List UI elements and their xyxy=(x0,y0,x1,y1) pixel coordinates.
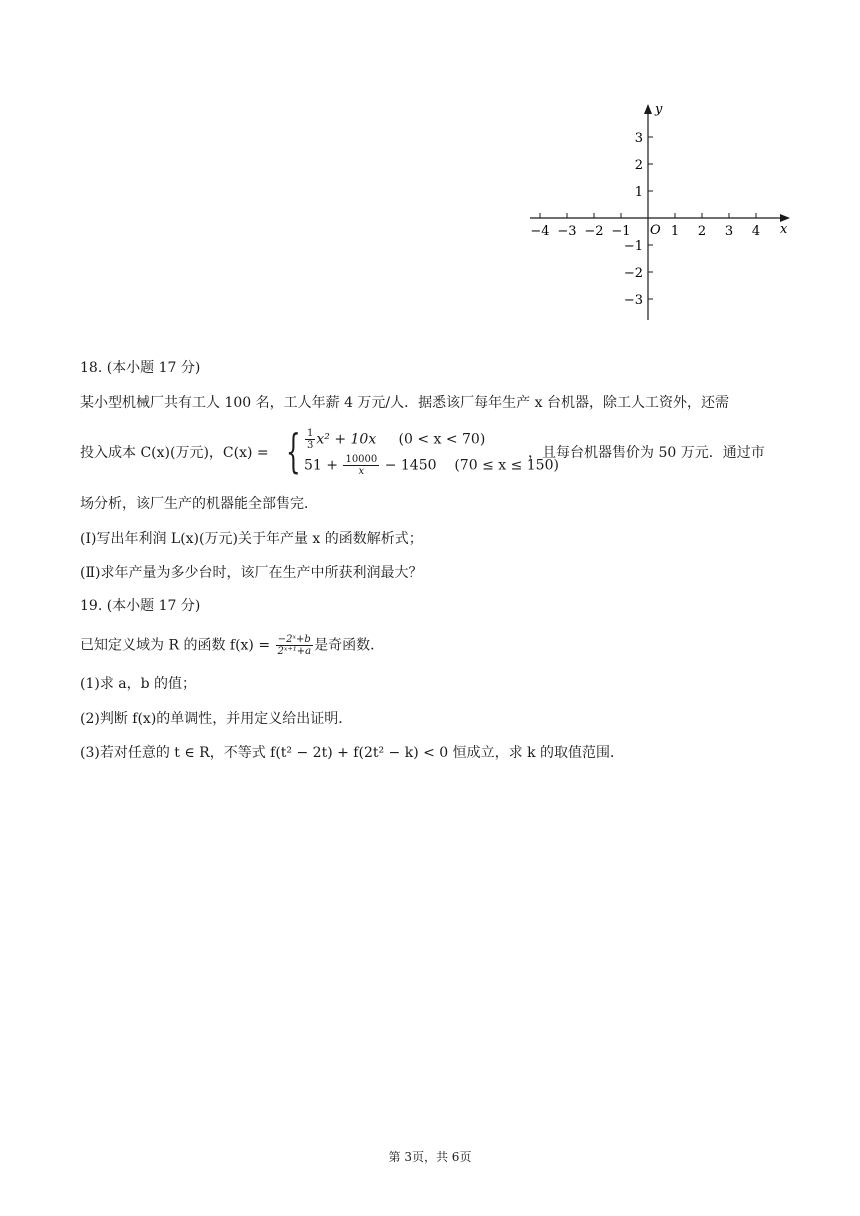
y-axis xyxy=(644,104,652,320)
x-axis-label: x xyxy=(780,222,788,237)
q19-fraction xyxy=(276,634,314,657)
frac-denominator: 3 xyxy=(307,440,314,451)
x-tick-label: 1 xyxy=(670,224,680,239)
case1-condition: (0 < x < 70) xyxy=(398,431,486,448)
q18-stem-line1: 某小型机械厂共有工人 100 名，工人年薪 4 万元/人．据悉该厂每年生产 x 台机器，除工人工资外，还需 xyxy=(80,395,729,411)
q18-header: 18. (本小题 17 分) xyxy=(80,360,201,376)
q18-case1 xyxy=(304,428,485,451)
q19-header: 19. (本小题 17 分) xyxy=(80,598,201,614)
q18-stem-line3: 场分析，该厂生产的机器能全部售完． xyxy=(80,496,318,512)
x-axis xyxy=(530,214,790,222)
case2-part-b: − 1450 xyxy=(384,457,437,474)
q19-stem-b: 是奇函数． xyxy=(314,637,385,654)
x-tick-label: −1 xyxy=(611,224,631,239)
x-tick-label: −2 xyxy=(584,224,604,239)
q19-part2: (2)判断 f(x)的单调性，并用定义给出证明． xyxy=(80,711,353,727)
x-tick-label: 3 xyxy=(724,224,734,239)
fraction-10000-over-x xyxy=(343,454,379,477)
q18-part2: (Ⅱ)求年产量为多少台时，该厂在生产中所获利润最大？ xyxy=(80,565,423,581)
q19-part1: (1)求 a，b 的值； xyxy=(80,676,197,692)
piecewise-brace: { xyxy=(286,424,301,478)
y-axis-label: y xyxy=(655,102,663,117)
x-tick-label: −3 xyxy=(557,224,577,239)
case1-expression: x² + 10x xyxy=(316,431,377,448)
y-tick-label: 1 xyxy=(634,185,643,200)
x-tick-label: 4 xyxy=(751,224,761,239)
frac-denominator: x xyxy=(358,466,365,477)
y-tick-label: −2 xyxy=(623,266,643,281)
x-tick-label: −4 xyxy=(530,224,550,239)
y-tick-label: −3 xyxy=(623,293,643,308)
y-tick-label: 2 xyxy=(634,158,643,173)
y-tick-label: 3 xyxy=(634,131,643,146)
q19-stem-a: 已知定义域为 R 的函数 f(x) = xyxy=(80,637,271,654)
q18-case2 xyxy=(304,454,559,477)
coordinate-axes-figure xyxy=(524,96,796,326)
q19-part3: (3)若对任意的 t ∈ R，不等式 f(t² − 2t) + f(2t² − k) < 0 恒成立，求 k 的取值范围． xyxy=(80,745,625,761)
case2-part-a: 51 + xyxy=(304,457,338,474)
frac-denominator: 2ˣ⁺¹+a xyxy=(277,646,312,657)
frac-numerator: 10000 xyxy=(345,454,378,465)
q18-cost-tail: ，且每台机器售价为 50 万元．通过市 xyxy=(528,445,765,461)
frac-numerator: −2ˣ+b xyxy=(277,634,311,645)
q19-stem xyxy=(80,634,384,657)
x-tick-label: 2 xyxy=(697,224,707,239)
origin-label: O xyxy=(650,223,661,238)
case2-condition: (70 ≤ x ≤ 150) xyxy=(454,457,559,474)
q18-part1: (Ⅰ)写出年利润 L(x)(万元)关于年产量 x 的函数解析式； xyxy=(80,531,423,547)
y-tick-label: −1 xyxy=(623,239,643,254)
frac-numerator: 1 xyxy=(307,428,314,439)
q18-cost-lead: 投入成本 C(x)(万元)，C(x) = xyxy=(80,445,269,461)
page-footer: 第 3页，共 6页 xyxy=(388,1150,472,1164)
fraction-one-third xyxy=(305,428,315,451)
